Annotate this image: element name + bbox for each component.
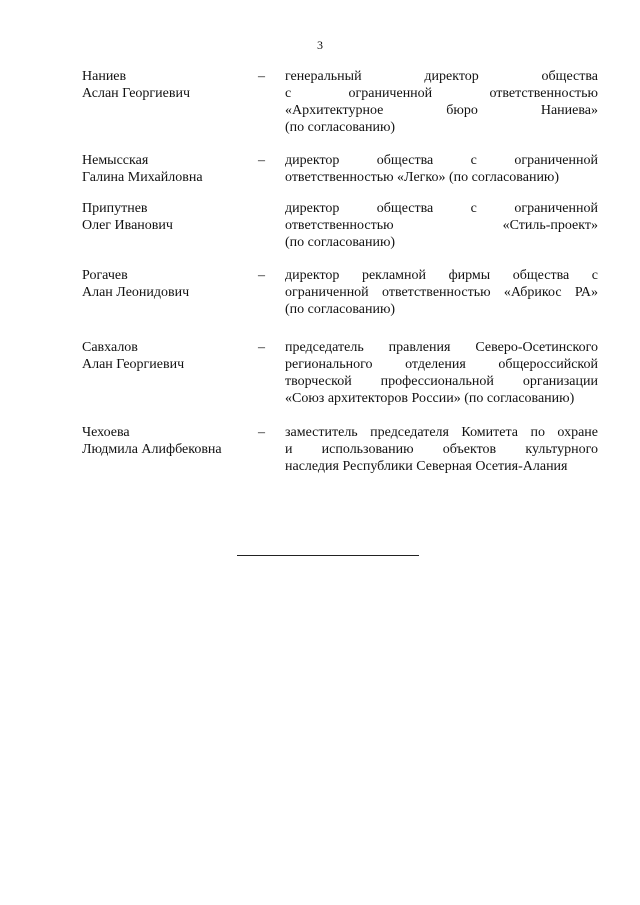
member-name: [82, 68, 258, 102]
member-name: [82, 200, 258, 234]
role-line: наследия Республики Северная Осетия-Алания: [285, 459, 568, 474]
role-line: ответственностью «Стиль-проект»: [285, 218, 598, 233]
role-line: «Архитектурное бюро Наниева»: [285, 103, 598, 118]
member-surname: Немысская: [82, 153, 149, 168]
dash-separator: –: [258, 340, 265, 355]
role-line: директор общества с ограниченной: [285, 201, 598, 216]
role-line: ответственностью «Легко» (по согласованию): [285, 170, 560, 185]
member-role: [285, 339, 598, 407]
member-name: [82, 152, 258, 186]
dash-separator: –: [258, 153, 265, 168]
dash-separator: –: [258, 69, 265, 84]
member-entry: [82, 200, 598, 251]
member-surname: Рогачев: [82, 268, 128, 283]
document-end-rule: [237, 555, 419, 556]
role-line: с ограниченной ответственностью: [285, 86, 598, 101]
dash-separator: –: [258, 425, 265, 440]
member-entry: [82, 152, 598, 186]
member-given-names: Людмила Алифбековна: [82, 442, 222, 457]
member-role: [285, 267, 598, 318]
member-surname: Чехоева: [82, 425, 130, 440]
member-role: [285, 200, 598, 251]
role-line: (по согласованию): [285, 302, 396, 317]
member-given-names: Алан Леонидович: [82, 285, 190, 300]
member-given-names: Аслан Георгиевич: [82, 86, 191, 101]
role-line: ограниченной ответственностью «Абрикос РА»: [285, 285, 598, 300]
member-surname: Савхалов: [82, 340, 138, 355]
role-line: председатель правления Северо-Осетинского: [285, 340, 598, 355]
page-number: 3: [317, 38, 323, 52]
member-surname: Припутнев: [82, 201, 148, 216]
member-entry: [82, 267, 598, 318]
member-surname: Наниев: [82, 69, 127, 84]
member-entry: [82, 68, 598, 136]
role-line: творческой профессиональной организации: [285, 374, 598, 389]
role-line: «Союз архитекторов России» (по согласованию): [285, 391, 575, 406]
role-line: и использованию объектов культурного: [285, 442, 598, 457]
member-role: [285, 152, 598, 186]
dash-separator: –: [258, 268, 265, 283]
member-given-names: Алан Георгиевич: [82, 357, 185, 372]
member-given-names: Галина Михайловна: [82, 170, 203, 185]
role-line: генеральный директор общества: [285, 69, 598, 84]
member-name: [82, 339, 258, 373]
member-name: [82, 267, 258, 301]
member-role: [285, 424, 598, 475]
member-role: [285, 68, 598, 136]
member-given-names: Олег Иванович: [82, 218, 173, 233]
role-line: регионального отделения общероссийской: [285, 357, 598, 372]
role-line: (по согласованию): [285, 120, 396, 135]
role-line: директор рекламной фирмы общества с: [285, 268, 598, 283]
member-entry: [82, 424, 598, 475]
member-name: [82, 424, 258, 458]
role-line: директор общества с ограниченной: [285, 153, 598, 168]
role-line: заместитель председателя Комитета по охране: [285, 425, 598, 440]
role-line: (по согласованию): [285, 235, 396, 250]
commission-members-list: [82, 68, 598, 475]
member-entry: [82, 339, 598, 407]
